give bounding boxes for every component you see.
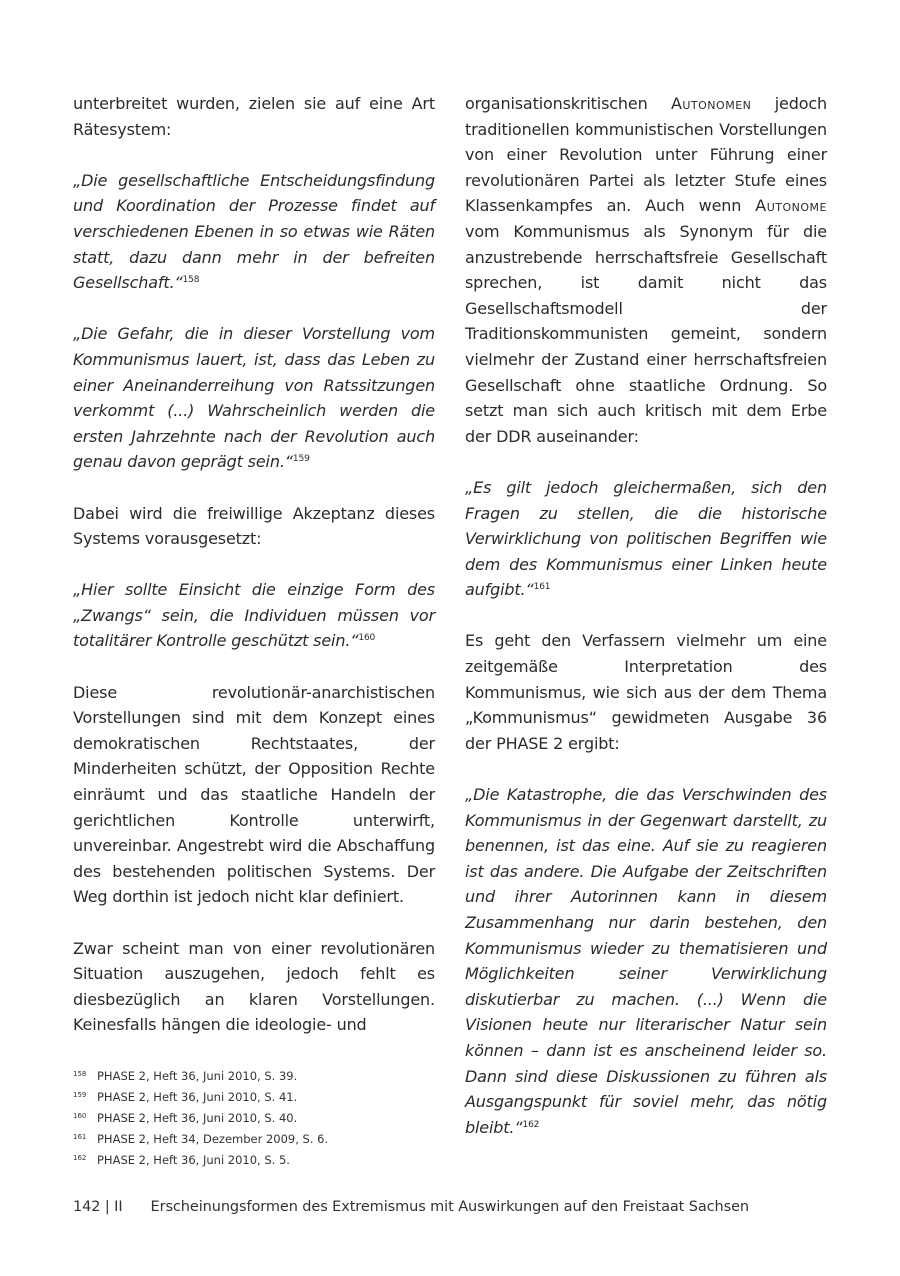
quote-text: „Die gesellschaftliche Entscheidungsfindung und Koordination der Prozesse findet auf verschiedenen Ebenen in so etwas wie Räten statt, dazu dann mehr in der befreiten Gesellschaft.“ xyxy=(73,170,435,293)
page-number: 142 | II xyxy=(73,1199,123,1215)
page-footer xyxy=(73,1199,833,1215)
body-paragraph: Diese revolutionär-anarchistischen Vorstellungen sind mit dem Konzept eines demokratischen Rechtstaates, der Minderheiten schützt, der Opposition Rechte einräumt und das staatliche Handeln der gerichtlichen Kontrolle unterwirft, unvereinbar. Angestrebt wird die Abschaffung des bestehenden politischen Systems. Der Weg dorthin ist jedoch nicht klar definiert. xyxy=(73,682,435,907)
footnote-text: PHASE 2, Heft 36, Juni 2010, S. 41. xyxy=(97,1090,298,1104)
text-run: jedoch traditionellen kommunistischen Vorstellungen von einer Revolution unter Führung einer revolutionären Partei als letzter Stufe eines Klassenkampfes an. Auch wenn xyxy=(465,94,827,216)
footnote: 158 PHASE 2, Heft 36, Juni 2010, S. 39. xyxy=(73,1069,298,1083)
body-paragraph: unterbreitet wurden, zielen sie auf eine Art Rätesystem: xyxy=(73,94,435,139)
footnote: 160 PHASE 2, Heft 36, Juni 2010, S. 40. xyxy=(73,1111,298,1125)
footnote-text: PHASE 2, Heft 36, Juni 2010, S. 5. xyxy=(97,1153,290,1167)
body-paragraph: Dabei wird die freiwillige Akzeptanz dieses Systems vorausgesetzt: xyxy=(73,503,435,549)
footnote-ref[interactable]: 158 xyxy=(182,275,200,286)
footnote: 161 PHASE 2, Heft 34, Dezember 2009, S. 6. xyxy=(73,1132,329,1146)
footnote-text: PHASE 2, Heft 34, Dezember 2009, S. 6. xyxy=(97,1132,329,1146)
text-run: organisationskritischen xyxy=(465,94,671,113)
footnote-text: PHASE 2, Heft 36, Juni 2010, S. 40. xyxy=(97,1111,298,1125)
quote-text: „Es gilt jedoch gleichermaßen, sich den Fragen zu stellen, die die historische Verwirklichung von politischen Begriffen wie dem des Kommunismus einer Linken heute aufgibt.“ xyxy=(465,477,827,600)
text-run: vom Kommunismus als Synonym für die anzustrebende herrschaftsfreie Gesellschaft sprechen, ist damit nicht das Gesellschaftsmodell der Traditionskommunisten gemeint, sondern vielmehr der Zustand einer herrschaftsfreien Gesellschaft ohne staatliche Ordnung. So setzt man sich auch kritisch mit dem Erbe der DDR auseinander: xyxy=(465,221,827,446)
footnote-ref[interactable]: 159 xyxy=(292,454,310,465)
right-column xyxy=(465,91,827,1166)
footnote-ref[interactable]: 162 xyxy=(522,1119,540,1130)
footnote-ref[interactable]: 160 xyxy=(358,633,376,644)
quote-text: „Die Katastrophe, die das Verschwinden des Kommunismus in der Gegenwart darstellt, zu benennen, ist das eine. Auf sie zu reagieren ist das andere. Die Aufgabe der Zeitschriften und ihrer Autorinnen kann in diesem Zusammenhang nur darin bestehen, den Kommunismus wieder zu thematisieren und Möglichkeiten seiner Verwirklichung diskutierbar zu machen. (...) Wenn die Visionen heute nur literarischer Natur sein können – dann ist es anscheinend leider so. Dann sind diese Diskussionen zu führen als Ausgangspunkt für soviel mehr, das nötig bleibt.“ xyxy=(465,785,827,1137)
block-quote xyxy=(465,475,827,603)
footnote-ref[interactable]: 161 xyxy=(533,582,551,593)
quote-text: „Die Gefahr, die in dieser Vorstellung vom Kommunismus lauert, ist, dass das Leben zu einer Aneinanderreihung von Ratssitzungen verkommt (...) Wahrscheinlich werden die ersten Jahrzehnte nach der Revolution auch genau davon geprägt sein.“ xyxy=(73,324,435,472)
block-quote xyxy=(73,577,435,654)
footnotes xyxy=(73,1066,573,1171)
block-quote xyxy=(73,321,435,475)
small-caps-term: Autonome xyxy=(755,196,827,216)
body-paragraph xyxy=(465,91,827,449)
block-quote xyxy=(73,168,435,296)
body-paragraph: Zwar scheint man von einer revolutionären Situation auszugehen, jedoch fehlt es diesbezüglich an klaren Vorstellungen. Keinesfalls hängen die ideologie- und xyxy=(73,938,435,1035)
body-paragraph: Es geht den Verfassern vielmehr um eine zeitgemäße Interpretation des Kommunismus, wie sich aus der dem Thema „Kommunismus“ gewidmeten Ausgabe 36 der PHASE 2 ergibt: xyxy=(465,631,827,753)
footnote: 159 PHASE 2, Heft 36, Juni 2010, S. 41. xyxy=(73,1090,298,1104)
left-column xyxy=(73,91,435,1064)
quote-text: „Hier sollte Einsicht die einzige Form des „Zwangs“ sein, die Individuen müssen vor totalitärer Kontrolle geschützt sein.“ xyxy=(73,580,435,651)
running-title: Erscheinungsformen des Extremismus mit Auswirkungen auf den Freistaat Sachsen xyxy=(150,1199,749,1215)
footnote: 162 PHASE 2, Heft 36, Juni 2010, S. 5. xyxy=(73,1153,290,1167)
footnote-text: PHASE 2, Heft 36, Juni 2010, S. 39. xyxy=(97,1069,298,1083)
small-caps-term: Autonomen xyxy=(670,94,752,113)
